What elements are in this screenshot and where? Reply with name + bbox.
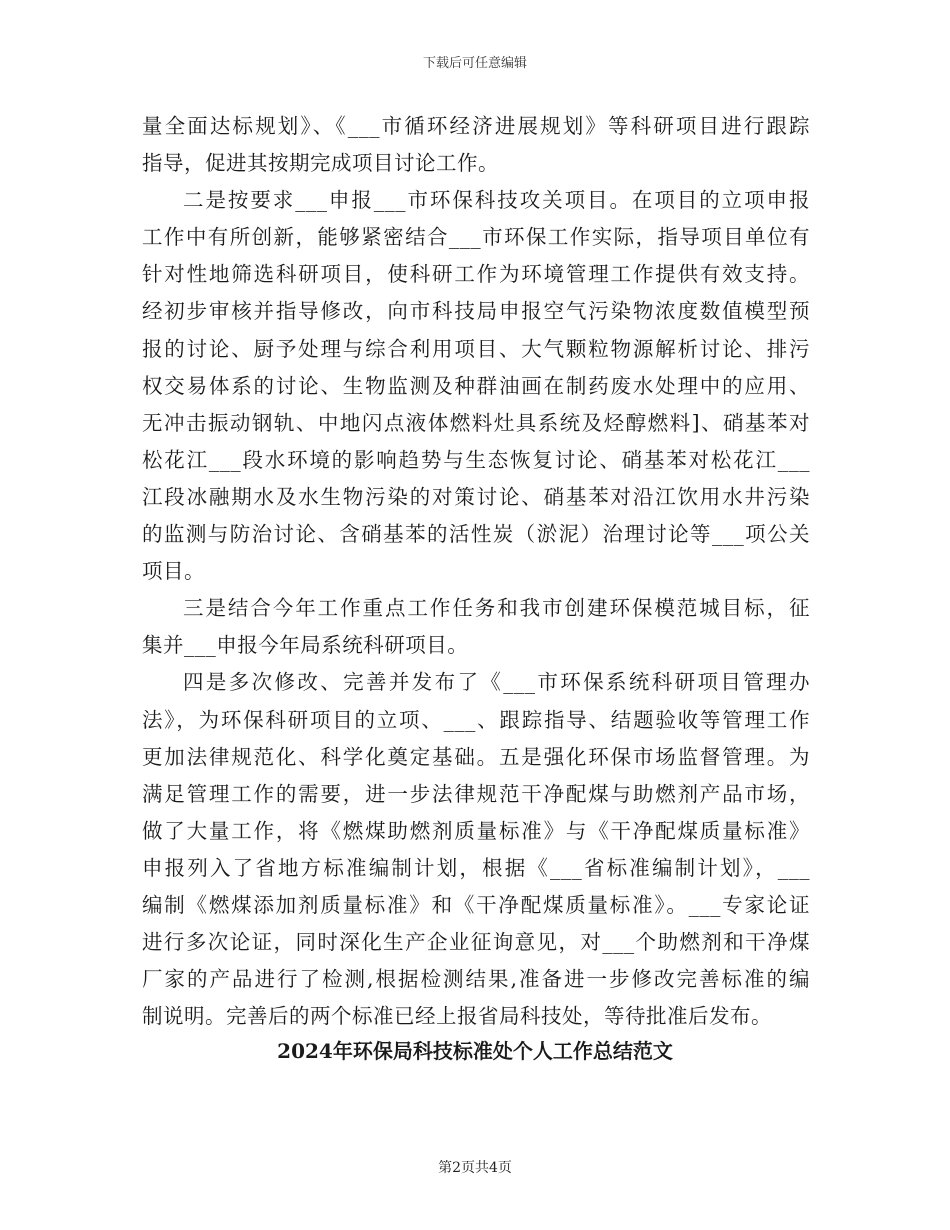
text-line: 指导，促进其按期完成项目讨论工作。: [142, 151, 499, 176]
text-line: 针对性地筛选科研项目，使科研工作为环境管理工作提供有效支持。: [142, 262, 810, 287]
text-line: 江段冰融期水及水生物污染的对策讨论、硝基苯对沿江饮用水井污染: [142, 484, 810, 509]
text-line: 更加法律规范化、科学化奠定基础。五是强化环保市场监督管理。为: [142, 744, 810, 769]
text-line: 进行多次论证，同时深化生产企业征询意见，对___个助燃剂和干净煤: [142, 930, 810, 955]
text-line: 申报列入了省地方标准编制计划，根据《___省标准编制计划》，___: [142, 855, 810, 880]
text-line: 做了大量工作，将《燃煤助燃剂质量标准》与《干净配煤质量标准》: [142, 818, 810, 843]
body-text: [142, 108, 810, 1035]
page-header: 下载后可任意编辑: [422, 56, 527, 71]
text-line: 三是结合今年工作重点工作任务和我市创建环保模范城目标，征: [183, 596, 810, 621]
text-line: 厂家的产品进行了检测,根据检测结果,准备进一步修改完善标准的编: [142, 967, 810, 992]
text-line: 满足管理工作的需要，进一步法律规范干净配煤与助燃剂产品市场，: [142, 781, 810, 806]
page-footer: 第2页共4页: [438, 1160, 512, 1176]
text-line: 松花江___段水环境的影响趋势与生态恢复讨论、硝基苯对松花江___: [142, 447, 810, 472]
section-heading: 2024年环保局科技标准处个人工作总结范文: [277, 1039, 673, 1063]
text-line: 无冲击振动钢轨、中地闪点液体燃料灶具系统及烃醇燃料]、硝基苯对: [142, 410, 810, 435]
text-line: 权交易体系的讨论、生物监测及种群油画在制药废水处理中的应用、: [142, 373, 810, 398]
text-line: 经初步审核并指导修改，向市科技局申报空气污染物浓度数值模型预: [142, 299, 810, 324]
text-line: 项目。: [142, 559, 205, 584]
text-line: 制说明。完善后的两个标准已经上报省局科技处，等待批准后发布。: [142, 1004, 772, 1029]
text-line: 的监测与防治讨论、含硝基苯的活性炭（淤泥）治理讨论等___项公关: [142, 522, 810, 547]
text-line: 报的讨论、厨予处理与综合利用项目、大气颗粒物源解析讨论、排污: [142, 336, 810, 361]
text-line: 量全面达标规划》、《___市循环经济进展规划》等科研项目进行跟踪: [142, 114, 810, 138]
text-line: 工作中有所创新，能够紧密结合___市环保工作实际，指导项目单位有: [142, 225, 810, 250]
text-line: 四是多次修改、完善并发布了《___市环保系统科研项目管理办: [183, 670, 810, 695]
text-line: 集并___申报今年局系统科研项目。: [142, 633, 469, 658]
text-line: 编制《燃煤添加剂质量标准》和《干净配煤质量标准》。___专家论证: [142, 892, 810, 917]
text-line: 二是按要求___申报___市环保科技攻关项目。在项目的立项申报: [183, 188, 810, 213]
text-line: 法》，为环保科研项目的立项、___、跟踪指导、结题验收等管理工作: [142, 707, 810, 732]
